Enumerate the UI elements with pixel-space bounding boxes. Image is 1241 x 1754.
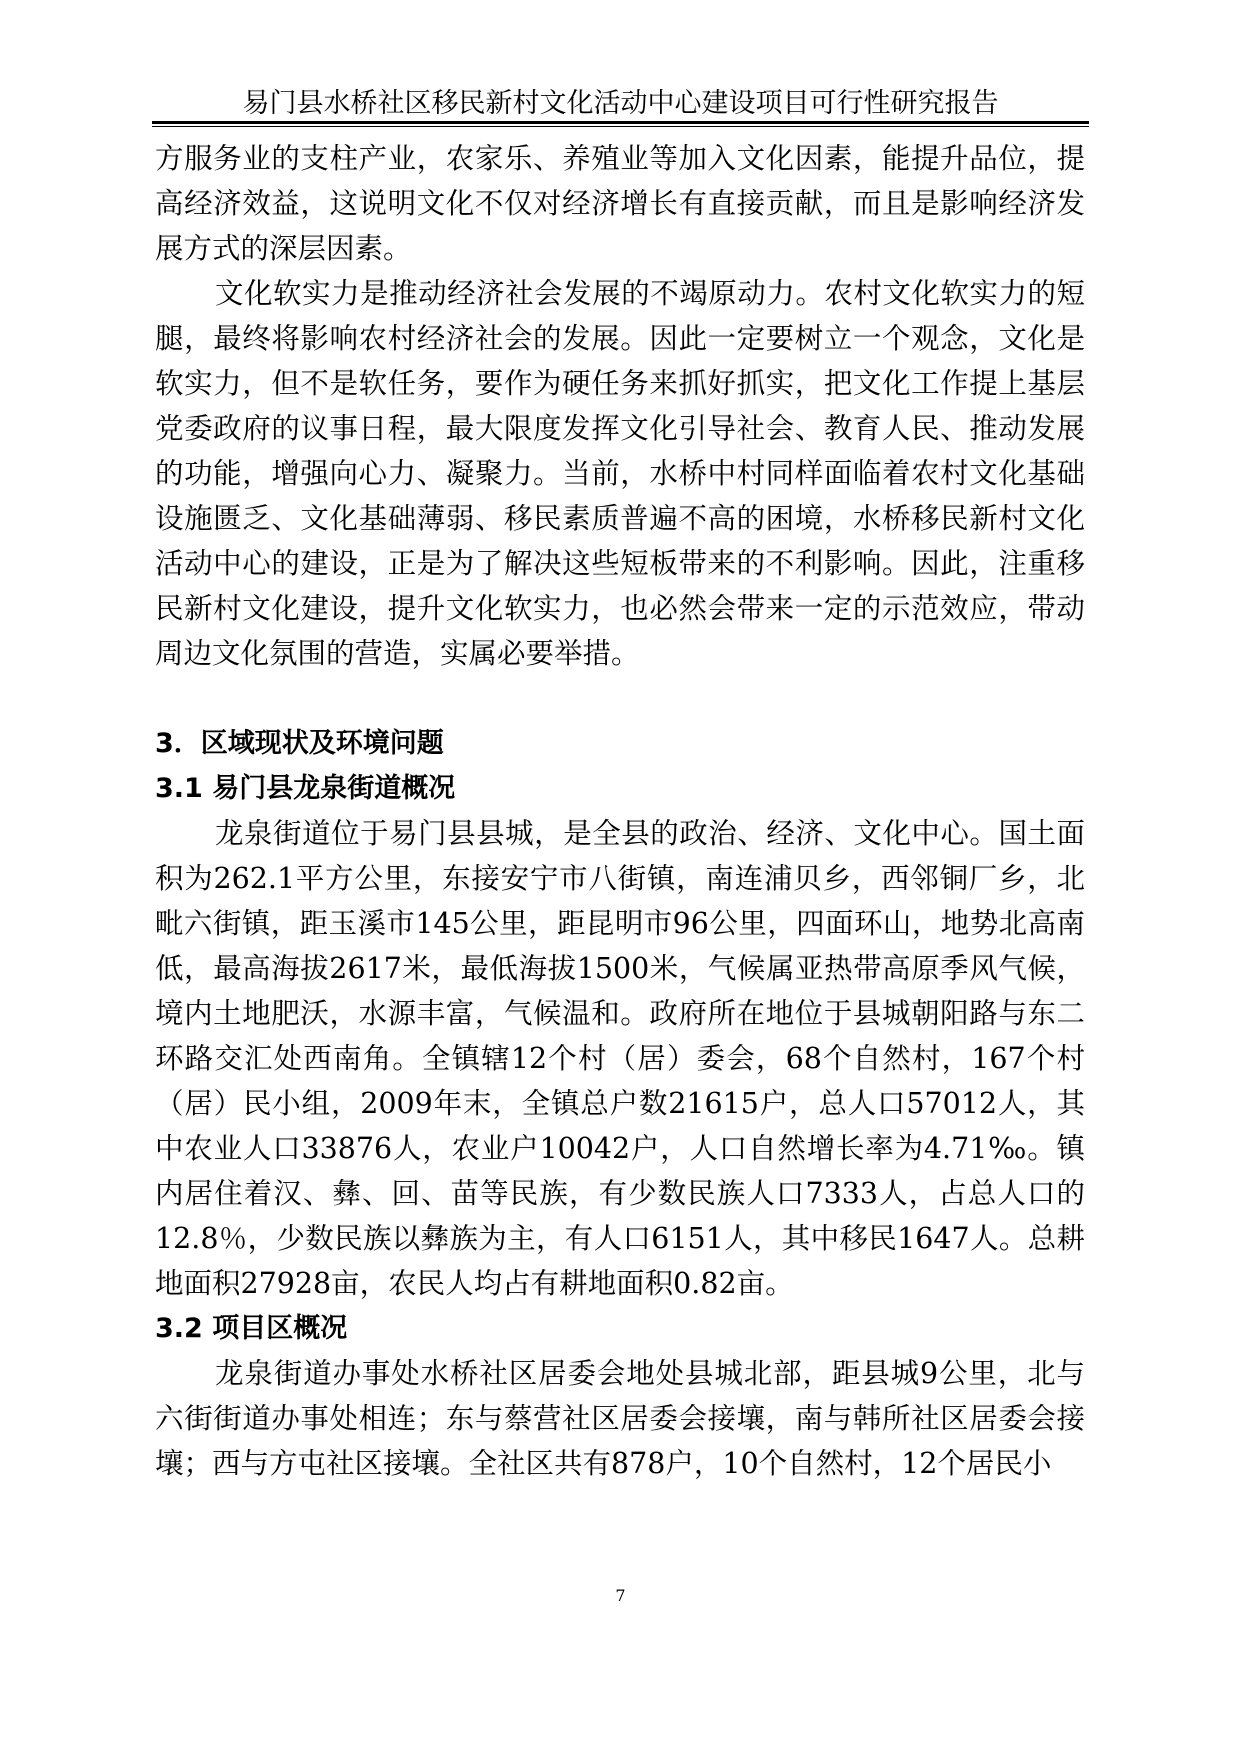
page-number: 7 [615,1586,626,1605]
page-body [155,136,1085,1486]
section-3-heading: 3．区域现状及环境问题 [155,728,444,759]
paragraph-3: 龙泉街道位于易门县县城，是全县的政治、经济、文化中心。国土面积为262.1平方公里，东接安宁市八街镇，南连浦贝乡，西邻铜厂乡，北毗六街镇，距玉溪市145公里，距昆明市96公里，四面环山，地势北高南低，最高海拔2617米，最低海拔1500米，气候属亚热带高原季风气候，境内土地肥沃，水源丰富，气候温和。政府所在地位于县城朝阳路与东二环路交汇处西南角。全镇辖12个村（居）委会，68个自然村，167个村（居）民小组，2009年末，全镇总户数21615户，总人口57012人，其中农业人口33876人，农业户10042户，人口自然增长率为4.71‰。镇内居住着汉、彝、回、苗等民族，有少数民族人口7333人，占总人口的12.8％，少数民族以彝族为主，有人口6151人，其中移民1647人。总耕地面积27928亩，农民人均占有耕地面积0.82亩。 [155,817,1085,1300]
header-rule-thin [152,126,1089,127]
header-rule-thick [152,121,1089,124]
section-spacer [155,676,1085,721]
paragraph-4: 龙泉街道办事处水桥社区居委会地处县城北部，距县城9公里，北与六街街道办事处相连；东与蔡营社区居委会接壤，南与韩所社区居委会接壤；西与方屯社区接壤。全社区共有878户，10个自然村，12个居民小 [155,1357,1085,1480]
section-3-2-heading: 3.2 项目区概况 [155,1313,348,1344]
paragraph-1: 方服务业的支柱产业，农家乐、养殖业等加入文化因素，能提升品位，提高经济效益，这说明文化不仅对经济增长有直接贡献，而且是影响经济发展方式的深层因素。 [155,142,1085,265]
paragraph-2: 文化软实力是推动经济社会发展的不竭原动力。农村文化软实力的短腿，最终将影响农村经济社会的发展。因此一定要树立一个观念，文化是软实力，但不是软任务，要作为硬任务来抓好抓实，把文化工作提上基层党委政府的议事日程，最大限度发挥文化引导社会、教育人民、推动发展的功能，增强向心力、凝聚力。当前，水桥中村同样面临着农村文化基础设施匮乏、文化基础薄弱、移民素质普遍不高的困境，水桥移民新村文化活动中心的建设，正是为了解决这些短板带来的不利影响。因此，注重移民新村文化建设，提升文化软实力，也必然会带来一定的示范效应，带动周边文化氛围的营造，实属必要举措。 [155,277,1085,670]
page-header-title: 易门县水桥社区移民新村文化活动中心建设项目可行性研究报告 [242,88,999,119]
section-3-1-heading: 3.1 易门县龙泉街道概况 [155,773,456,804]
